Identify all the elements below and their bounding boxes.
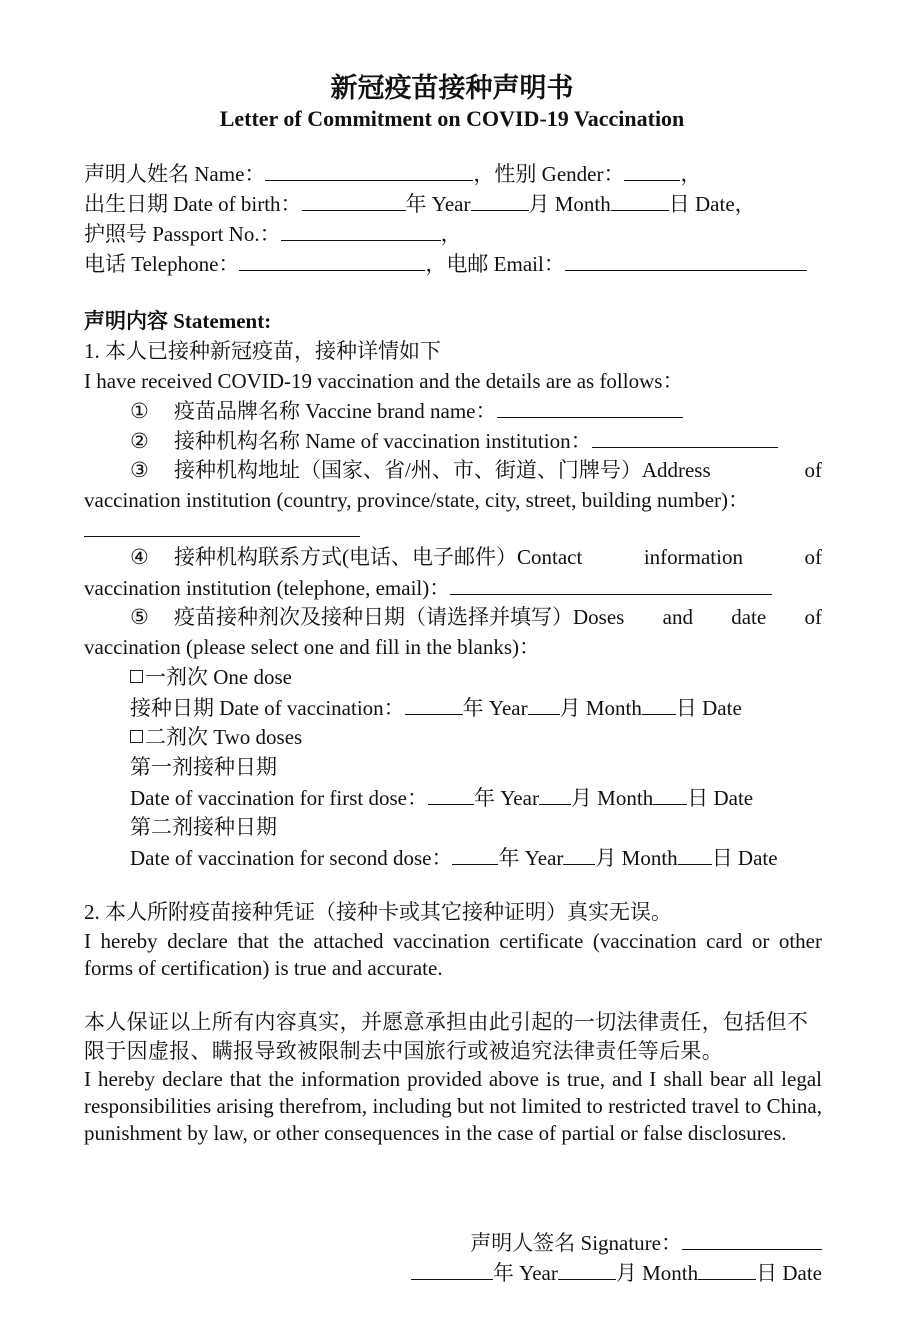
one-dose-label: 一剂次 One dose <box>145 665 292 689</box>
statement-heading: 声明内容 Statement: <box>84 309 272 333</box>
signature-month-label: 月 Month <box>615 1261 699 1285</box>
vaccine-brand-row <box>130 395 683 426</box>
contact-label-a: 接种机构联系方式(电话、电子邮件）Contact <box>174 545 583 569</box>
one-dose-year-label: 年 Year <box>462 696 528 720</box>
one-dose-date-field[interactable] <box>642 692 676 715</box>
signature-row <box>470 1227 822 1258</box>
gender-end: ， <box>680 162 702 186</box>
two-doses-option <box>130 722 302 752</box>
first-dose-month-label: 月 Month <box>570 786 654 810</box>
contact-label-continued: vaccination institution (telephone, email)： <box>84 576 451 600</box>
signature-day-label: 日 Date <box>756 1261 822 1285</box>
passport-row <box>84 218 462 249</box>
item2-english: I hereby declare that the attached vaccination certificate (vaccination card or other forms of certification) is true and accurate. <box>84 929 822 980</box>
title-chinese: 新冠疫苗接种声明书 <box>330 73 574 103</box>
telephone-label: 电话 Telephone： <box>84 252 240 276</box>
telephone-email-row <box>84 248 807 279</box>
dob-date-field[interactable] <box>611 188 669 211</box>
first-dose-year-label: 年 Year <box>473 786 539 810</box>
number-4: ④ <box>130 545 149 569</box>
number-5: ⑤ <box>130 605 149 629</box>
address-field-row <box>84 514 360 545</box>
passport-end: ， <box>440 222 462 246</box>
one-dose-month-label: 月 Month <box>559 696 642 720</box>
pledge-english: I hereby declare that the information provided above is true, and I shall bear all legal responsibilities arising therefrom, including but not limited to restricted travel to China, punishment by law, or other consequences in the case of partial or false disclosures. <box>84 1067 822 1145</box>
signature-year-field[interactable] <box>411 1257 493 1280</box>
first-dose-chinese: 第一剂接种日期 <box>130 755 277 779</box>
name-label: 声明人姓名 Name： <box>84 162 266 186</box>
number-2: ② <box>130 429 149 453</box>
number-3: ③ <box>130 458 149 482</box>
dob-row <box>84 188 756 219</box>
gender-label: 性别 Gender： <box>494 162 625 186</box>
institution-name-field[interactable] <box>592 425 778 448</box>
doses-label-c: date <box>731 605 767 629</box>
first-dose-day-label: 日 Date <box>687 786 754 810</box>
institution-contact-row <box>130 542 822 572</box>
signature-month-field[interactable] <box>558 1257 616 1280</box>
title-english: Letter of Commitment on COVID-19 Vaccination <box>219 106 685 131</box>
one-dose-year-field[interactable] <box>405 692 463 715</box>
gender-separator: ， <box>473 162 495 186</box>
second-dose-month-label: 月 Month <box>595 846 678 870</box>
second-dose-date-field[interactable] <box>678 842 712 865</box>
second-dose-month-field[interactable] <box>563 842 595 865</box>
email-field[interactable] <box>565 248 807 271</box>
vaccine-brand-label: 疫苗品牌名称 Vaccine brand name： <box>174 399 497 423</box>
signature-field[interactable] <box>682 1227 822 1250</box>
vaccine-brand-field[interactable] <box>497 395 683 418</box>
pledge-chinese: 本人保证以上所有内容真实，并愿意承担由此引起的一切法律责任，包括但不限于因虚报、瞒报导致被限制去中国旅行或被追究法律责任等后果。 <box>84 1010 809 1063</box>
first-dose-label: Date of vaccination for first dose： <box>130 786 428 810</box>
address-label-continued: vaccination institution (country, province/state, city, street, building number)： <box>84 488 750 512</box>
doses-label-d: of <box>804 605 822 629</box>
dob-year-label: 年 Year <box>405 192 471 216</box>
two-doses-label: 二剂次 Two doses <box>145 725 303 749</box>
item1-english: I have received COVID-19 vaccination and the details are as follows： <box>84 369 684 393</box>
dob-label: 出生日期 Date of birth： <box>84 192 302 216</box>
doses-label-a: 疫苗接种剂次及接种日期（请选择并填写）Doses <box>174 605 625 629</box>
email-label: 电邮 Email： <box>446 252 565 276</box>
dob-date-label: 日 Date， <box>668 192 756 216</box>
one-dose-option <box>130 662 292 692</box>
passport-label: 护照号 Passport No.： <box>84 222 281 246</box>
dob-year-field[interactable] <box>302 188 406 211</box>
second-dose-day-label: 日 Date <box>711 846 778 870</box>
contact-label-c: of <box>804 545 822 569</box>
first-dose-month-field[interactable] <box>539 782 571 805</box>
item2-chinese: 2. 本人所附疫苗接种凭证（接种卡或其它接种证明）真实无误。 <box>84 900 672 924</box>
institution-contact-field[interactable] <box>450 572 772 595</box>
signature-year-label: 年 Year <box>492 1261 558 1285</box>
passport-field[interactable] <box>281 218 441 241</box>
telephone-field[interactable] <box>239 248 425 271</box>
two-doses-checkbox[interactable] <box>130 730 143 743</box>
first-dose-year-field[interactable] <box>428 782 474 805</box>
contact-label-row <box>84 572 772 603</box>
one-dose-day-label: 日 Date <box>675 696 742 720</box>
one-dose-month-field[interactable] <box>528 692 560 715</box>
email-separator: ， <box>425 252 447 276</box>
second-dose-label: Date of vaccination for second dose： <box>130 846 453 870</box>
contact-label-b: information <box>643 545 743 569</box>
second-dose-year-field[interactable] <box>452 842 498 865</box>
gender-field[interactable] <box>624 158 680 181</box>
doses-label-b: and <box>662 605 693 629</box>
dob-month-label: 月 Month <box>528 192 611 216</box>
institution-name-row <box>130 425 778 456</box>
signature-date-row <box>411 1257 822 1288</box>
second-dose-year-label: 年 Year <box>498 846 564 870</box>
one-dose-checkbox[interactable] <box>130 670 143 683</box>
one-dose-date-label: 接种日期 Date of vaccination： <box>130 696 405 720</box>
signature-date-field[interactable] <box>698 1257 756 1280</box>
name-field[interactable] <box>265 158 473 181</box>
doses-label-continued: vaccination (please select one and fill in the blanks)： <box>84 635 541 659</box>
first-dose-date-row <box>130 782 753 813</box>
second-dose-chinese: 第二剂接种日期 <box>130 815 277 839</box>
address-label-b: of <box>804 458 822 482</box>
first-dose-date-field[interactable] <box>653 782 687 805</box>
institution-name-label: 接种机构名称 Name of vaccination institution： <box>174 429 592 453</box>
number-1: ① <box>130 399 149 423</box>
institution-address-field[interactable] <box>84 514 360 537</box>
second-dose-date-row <box>130 842 778 873</box>
doses-row <box>130 602 822 632</box>
address-label-a: 接种机构地址（国家、省/州、市、街道、门牌号）Address <box>174 458 711 482</box>
dob-month-field[interactable] <box>471 188 529 211</box>
name-gender-row <box>84 158 701 189</box>
signature-label: 声明人签名 Signature： <box>470 1231 682 1255</box>
institution-address-row <box>130 455 822 485</box>
item1-chinese: 1. 本人已接种新冠疫苗，接种详情如下 <box>84 339 441 363</box>
one-dose-date-row <box>130 692 742 723</box>
